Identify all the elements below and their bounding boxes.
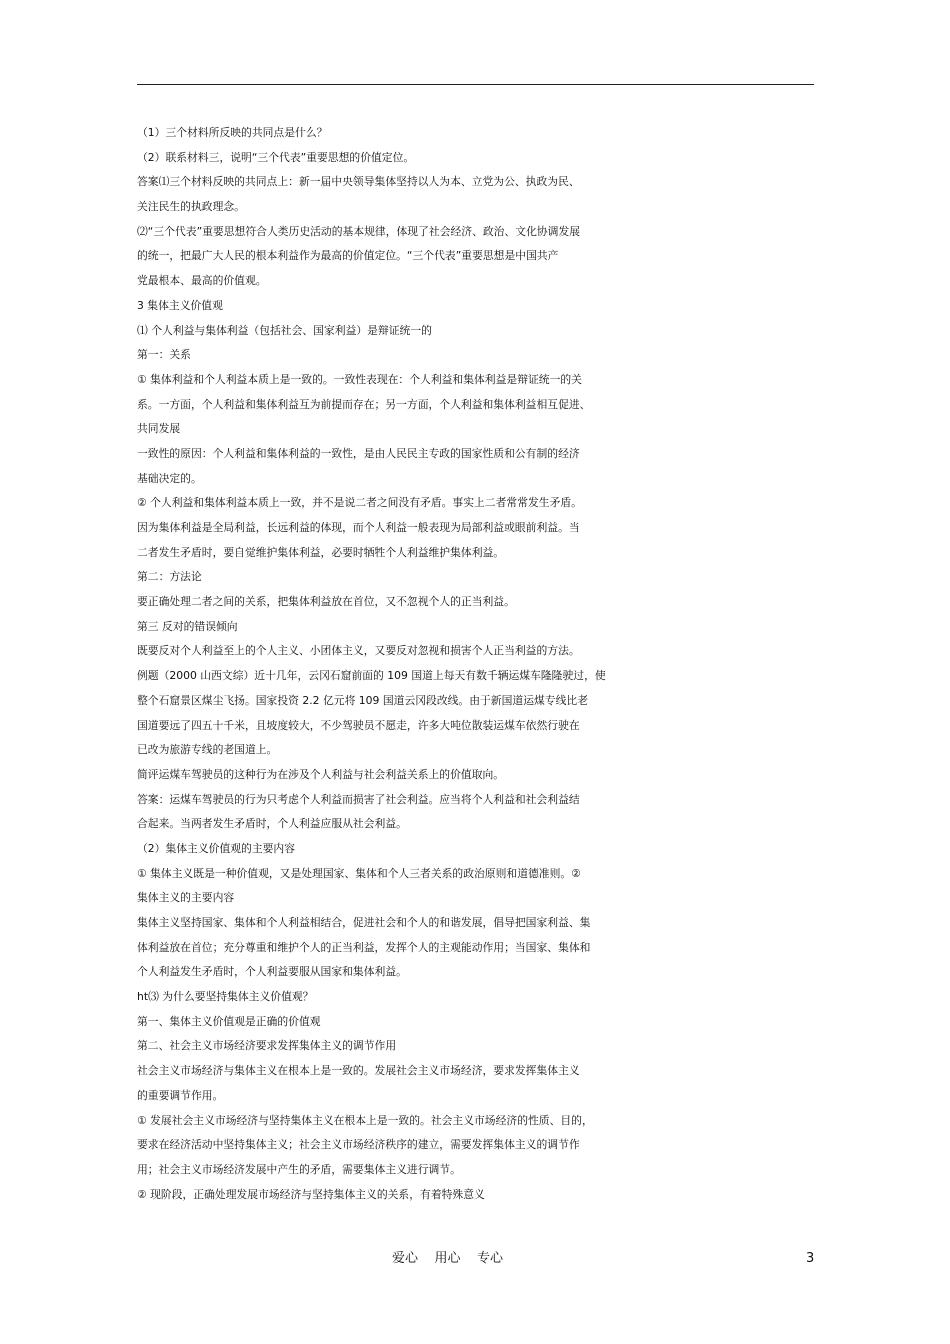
text-line: 第一：关系 bbox=[137, 348, 191, 362]
text-line: 关注民生的执政理念。 bbox=[137, 200, 245, 214]
text-line: ⑵“三个代表”重要思想符合人类历史活动的基本规律，体现了社会经济、政治、文化协调发展 bbox=[137, 224, 581, 238]
text-line: ① 集体主义既是一种价值观，又是处理国家、集体和个人三者关系的政治原则和道德准则。② bbox=[137, 866, 581, 880]
text-line: 简评运煤车驾驶员的这种行为在涉及个人利益与社会利益关系上的价值取向。 bbox=[137, 767, 505, 781]
text-line: 的统一，把最广大人民的根本利益作为最高的价值定位。“三个代表”重要思想是中国共产 bbox=[137, 249, 559, 263]
text-line: 体利益放在首位；充分尊重和维护个人的正当利益，发挥个人的主观能动作用；当国家、集体和 bbox=[137, 940, 591, 954]
text-line: 3 集体主义价值观 bbox=[137, 298, 223, 312]
text-line: 答案⑴三个材料反映的共同点上：新一届中央领导集体坚持以人为本、立党为公、执政为民、 bbox=[137, 175, 580, 189]
text-line: 要求在经济活动中坚持集体主义；社会主义市场经济秩序的建立，需要发挥集体主义的调节作 bbox=[137, 1138, 580, 1152]
text-line: 整个石窟景区煤尘飞扬。国家投资 2.2 亿元将 109 国道云冈段改线。由于新国道运煤专线比老 bbox=[137, 693, 588, 707]
text-line: 第二、社会主义市场经济要求发挥集体主义的调节作用 bbox=[137, 1039, 397, 1053]
text-line: 已改为旅游专线的老国道上。 bbox=[137, 743, 278, 757]
text-line: 共同发展 bbox=[137, 422, 181, 436]
text-line: ⑴ 个人利益与集体利益（包括社会、国家利益）是辩证统一的 bbox=[137, 323, 432, 337]
page-footer bbox=[0, 1249, 950, 1269]
text-line: （2）联系材料三，说明“三个代表”重要思想的价值定位。 bbox=[137, 150, 415, 164]
text-line: 合起来。当两者发生矛盾时，个人利益应服从社会利益。 bbox=[137, 817, 407, 831]
header-rule bbox=[137, 84, 814, 85]
text-line: 集体主义坚持国家、集体和个人利益相结合，促进社会和个人的和谐发展，倡导把国家利益、集 bbox=[137, 916, 591, 929]
page-number: 3 bbox=[806, 1251, 815, 1266]
text-line: 第一、集体主义价值观是正确的价值观 bbox=[137, 1014, 321, 1028]
text-line: 党最根本、最高的价值观。 bbox=[137, 274, 267, 288]
text-line: 集体主义的主要内容 bbox=[137, 891, 235, 905]
footer-motto: 爱心 用心 专心 bbox=[392, 1251, 504, 1266]
text-line: ① 发展社会主义市场经济与坚持集体主义在根本上是一致的。社会主义市场经济的性质、目的， bbox=[137, 1113, 593, 1127]
text-line: （1）三个材料所反映的共同点是什么？ bbox=[137, 126, 328, 139]
text-line: 一致性的原因：个人利益和集体利益的一致性，是由人民民主专政的国家性质和公有制的经济 bbox=[137, 446, 580, 460]
text-line: 既要反对个人利益至上的个人主义、小团体主义，又要反对忽视和损害个人正当利益的方法。 bbox=[137, 644, 580, 658]
text-line: ht⑶ 为什么要坚持集体主义价值观？ bbox=[137, 990, 314, 1004]
text-line: ② 现阶段，正确处理发展市场经济与坚持集体主义的关系，有着特殊意义 bbox=[137, 1187, 485, 1201]
text-line: 要正确处理二者之间的关系，把集体利益放在首位，又不忽视个人的正当利益。 bbox=[137, 595, 515, 609]
text-line: 例题（2000 山西文综）近十几年，云冈石窟前面的 109 国道上每天有数千辆运煤车隆隆驶过，使 bbox=[137, 669, 606, 683]
text-line: ① 集体利益和个人利益本质上是一致的。一致性表现在：个人利益和集体利益是辩证统一的关 bbox=[137, 372, 582, 386]
text-line: 基础决定的。 bbox=[137, 471, 202, 485]
text-line: 用；社会主义市场经济发展中产生的矛盾，需要集体主义进行调节。 bbox=[137, 1162, 461, 1176]
document-body bbox=[137, 121, 827, 1207]
text-line: 个人利益发生矛盾时，个人利益要服从国家和集体利益。 bbox=[137, 965, 407, 979]
text-line: 第二：方法论 bbox=[137, 570, 202, 584]
text-line: ② 个人利益和集体利益本质上一致，并不是说二者之间没有矛盾。事实上二者常常发生矛盾。 bbox=[137, 496, 582, 510]
text-line: 社会主义市场经济与集体主义在根本上是一致的。发展社会主义市场经济，要求发挥集体主义 bbox=[137, 1064, 580, 1078]
text-line: 系。一方面，个人利益和集体利益互为前提而存在；另一方面，个人利益和集体利益相互促进、 bbox=[137, 397, 591, 411]
text-line: 答案：运煤车驾驶员的行为只考虑个人利益而损害了社会利益。应当将个人利益和社会利益结 bbox=[137, 792, 580, 806]
text-line: （2）集体主义价值观的主要内容 bbox=[137, 841, 296, 855]
text-line: 的重要调节作用。 bbox=[137, 1088, 224, 1102]
text-line: 二者发生矛盾时，要自觉维护集体利益，必要时牺牲个人利益维护集体利益。 bbox=[137, 545, 505, 559]
text-line: 第三 反对的错误倾向 bbox=[137, 619, 238, 633]
text-line: 因为集体利益是全局利益，长远利益的体现，而个人利益一般表现为局部利益或眼前利益。当 bbox=[137, 521, 580, 534]
text-line: 国道要远了四五十千米，且坡度较大，不少驾驶员不愿走，许多大吨位散装运煤车依然行驶在 bbox=[137, 718, 580, 732]
